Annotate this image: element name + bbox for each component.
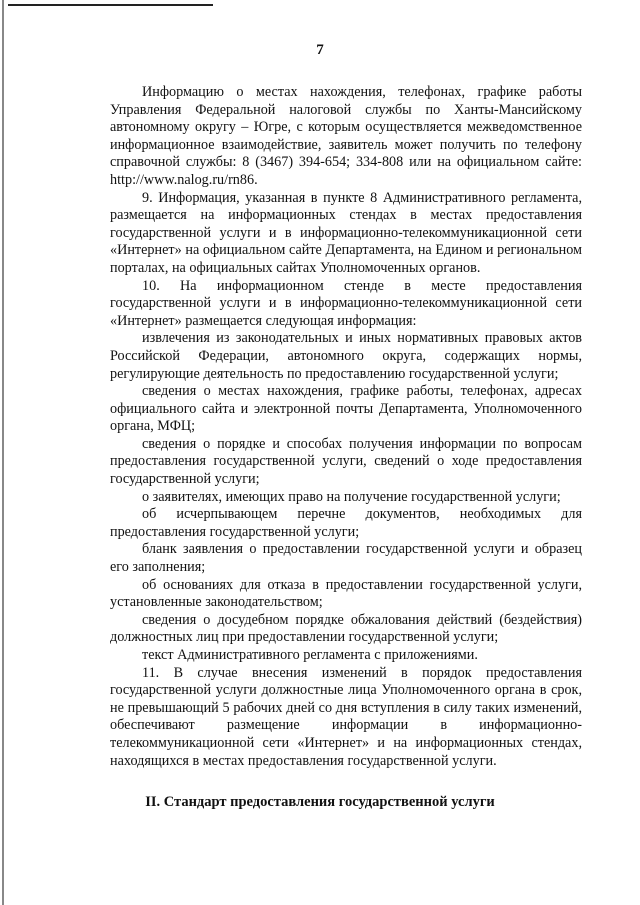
list-item-applicants: о заявителях, имеющих право на получение государственной услуги; [142, 488, 561, 505]
scan-left-edge [2, 0, 4, 905]
list-item-regulation-text: текст Административного регламента с приложениями. [142, 647, 478, 663]
list-item-refusal-grounds: об основаниях для отказа в предоставлении государственной услуги, установленные законодательством; [110, 576, 582, 611]
section-heading: II. Стандарт предоставления государственной услуги [145, 794, 495, 810]
paragraph-11: 11. В случае внесения изменений в порядок предоставления государственной услуги должностные лица Уполномоченного органа в срок, не превышающий 5 рабочих дней со дня вступления в силу таких изменений, обеспечивают размещение информации в информационно-телекоммуникационной сети «Интернет» и на информационных стендах, находящихся в местах предоставления государственной услуги. [110, 664, 582, 769]
page-number: 7 [316, 42, 324, 58]
body-text [110, 84, 582, 770]
list-item-documents: об исчерпывающем перечне документов, необходимых для предоставления государственной услуги; [110, 506, 582, 540]
paragraph-fns-contacts: Информацию о местах нахождения, телефонах, графике работы Управления Федеральной налоговой службы по Ханты-Мансийскому автономному округу – Югре, с которым осуществляется межведомственное информационное взаимодействие, заявитель может получить по телефону справочной службы: 8 (3467) 394-654; 334-808 или на официальном сайте: http://www.nalog.ru/rn86. [110, 84, 582, 188]
list-item-locations: сведения о местах нахождения, графике работы, телефонах, адресах официального сайта и электронной почты Департамента, Уполномоченного органа, МФЦ; [110, 383, 582, 435]
list-item-info-procedure: сведения о порядке и способах получения информации по вопросам предоставления государственной услуги, сведений о ходе предоставления государственной услуги; [110, 435, 582, 488]
list-item-appeal: сведения о досудебном порядке обжалования действий (бездействия) должностных лиц при предоставлении государственной услуги; [110, 611, 582, 646]
paragraph-9: 9. Информация, указанная в пункте 8 Административного регламента, размещается на информационных стендах в местах предоставления государственной услуги и в информационно-телекоммуникационной сети «Интернет» на официальном сайте Департамента, на Едином и региональном порталах, на официальных сайтах Уполномоченных органов. [110, 189, 582, 276]
paragraph-10: 10. На информационном стенде в месте предоставления государственной услуги и в информационно-телекоммуникационной сети «Интернет» размещается следующая информация: [110, 277, 582, 329]
list-item-legal-acts: извлечения из законодательных и иных нормативных правовых актов Российской Федерации, автономного округа, содержащих нормы, регулирующие деятельность по предоставлению государственной услуги; [110, 330, 582, 382]
scan-edge-line [8, 4, 213, 6]
list-item-application-form: бланк заявления о предоставлении государственной услуги и образец его заполнения; [110, 541, 582, 576]
